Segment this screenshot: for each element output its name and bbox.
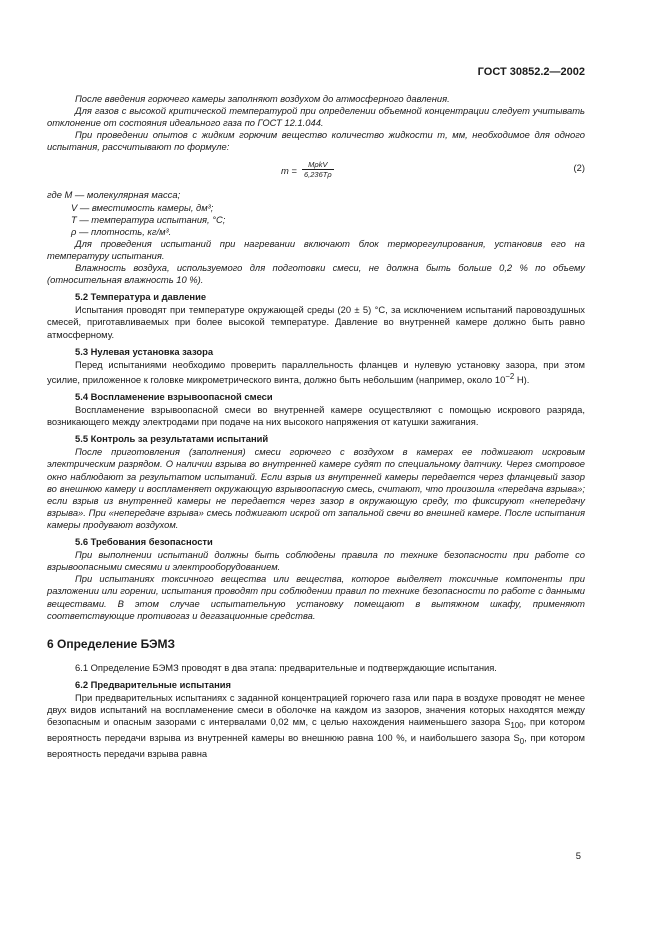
formula-denominator: 6,236Tρ xyxy=(304,170,332,180)
formula-2 xyxy=(47,158,585,186)
formula-fraction xyxy=(302,160,334,179)
text-run: При предварительных испытаниях с заданной концентрацией горючего газа или пара в воздухе проводят не менее двух видов испытаний на воспламенение смеси в оболочке на каждом из зазоров, значения которых находятся между безопасным и опасным зазорами с интервалами 0,02 мм, с целью нахождения наименьшего зазора S xyxy=(47,691,585,728)
variable-item: где M — молекулярная масса; xyxy=(47,189,181,201)
variable-item: T — температура испытания, °С; xyxy=(71,213,226,225)
text-run: , при котором вероятность передачи взрыва из внутренней камеры во внешнюю равна 100 %, и наибольшего зазора S xyxy=(47,716,585,744)
page-content xyxy=(47,93,585,760)
section-heading-5-3: 5.3 Нулевая установка зазора xyxy=(75,345,214,357)
paragraph xyxy=(47,692,585,760)
subscript: 100 xyxy=(510,721,524,731)
paragraph: При испытаниях токсичного вещества или вещества, которое выделяет токсичные компоненты при разложении или горении, испытания проводят при соблюдении правил по технике безопасности по работе с данными веществами. В этом случае испытательную установку помещают в вытяжном шкафу, применяют соответствующие противогаз и дегазационные средства. xyxy=(47,573,585,621)
paragraph: После приготовления (заполнения) смеси горючего с воздухом в камерах ее поджигают искровым электрическим разрядом. О наличии взрыва во внутренней камере судят по специальному датчику. Через смотровое окно наблюдают за результатом испытаний. Если взрыв из внутренней камеры передается через фланцевый зазор во внешнюю камеру и воспламеняет окружающую взрывоопасную смесь, считают, что произошла «передача взрыва»; если взрыв из внутренней камеры не передается через зазор в окружающую среду, то фиксируют «непередачу взрыва». При «непередаче взрыва» смесь поджигают искрой от запальной свечи во внешней камере. После испытания камеры продувают воздухом. xyxy=(47,446,585,530)
variable-item: ρ — плотность, кг/м³. xyxy=(71,225,172,237)
page-number: 5 xyxy=(575,850,581,861)
variable-item: V — вместимость камеры, дм³; xyxy=(71,201,214,213)
text-run: Н). xyxy=(514,373,530,385)
paragraph: Влажность воздуха, используемого для подготовки смеси, не должна быть больше 0,2 % по объему (относительная влажность 10 %). xyxy=(47,262,585,286)
paragraph: Для газов с высокой критической температурой при определении объемной концентрации следует учитывать отклонение от состояния идеального газа по ГОСТ 12.1.044. xyxy=(47,105,585,129)
section-heading-5-6: 5.6 Требования безопасности xyxy=(75,536,213,548)
section-heading-5-4: 5.4 Воспламенение взрывоопасной смеси xyxy=(75,391,273,402)
section-heading-6: 6 Определение БЭМЗ xyxy=(47,636,176,651)
paragraph xyxy=(47,359,585,386)
formula-lhs: m = xyxy=(281,165,297,177)
text-run: Перед испытаниями необходимо проверить параллельность фланцев и нулевую установку зазора, при этом усилие, приложенное к головке микрометрического винта, должно быть небольшим (например, около 10 xyxy=(47,358,585,385)
text-run: , при котором вероятность передачи взрыва равна xyxy=(47,732,585,760)
paragraph: Для проведения испытаний при нагревании включают блок терморегулирования, установив его на температуру испытания. xyxy=(47,237,585,261)
section-heading-6-2: 6.2 Предварительные испытания xyxy=(75,678,231,690)
formula-numerator: MρkV xyxy=(302,160,334,170)
paragraph: Испытания проводят при температуре окружающей среды (20 ± 5) °С, за исключением испытаний паровоздушных смесей, приготавливаемых при более высокой температуре. Давление во внутренней камере должно быть равно атмосферному. xyxy=(47,304,585,340)
standard-designation: ГОСТ 30852.2—2002 xyxy=(477,66,585,78)
paragraph: Воспламенение взрывоопасной смеси во внутренней камере осуществляют с помощью искрового разряда, возникающего между электродами при подаче на них высокого напряжения от катушки зажигания. xyxy=(47,404,585,428)
paragraph: При проведении опытов с жидким горючим вещество количество жидкости m, мм, необходимое для одного испытания, рассчитывают по формуле: xyxy=(47,129,585,153)
formula-number: (2) xyxy=(573,162,585,174)
subscript: 0 xyxy=(519,737,525,746)
superscript: −2 xyxy=(505,371,515,381)
section-heading-5-2: 5.2 Температура и давление xyxy=(75,291,207,303)
section-heading-5-5: 5.5 Контроль за результатами испытаний xyxy=(75,433,269,445)
variable-list xyxy=(47,189,585,237)
paragraph: После введения горючего камеры заполняют воздухом до атмосферного давления. xyxy=(75,93,450,104)
paragraph: 6.1 Определение БЭМЗ проводят в два этапа: предварительные и подтверждающие испытания. xyxy=(75,661,497,673)
paragraph: При выполнении испытаний должны быть соблюдены правила по технике безопасности при работе со взрывоопасными смесями и электрооборудованием. xyxy=(47,549,585,573)
